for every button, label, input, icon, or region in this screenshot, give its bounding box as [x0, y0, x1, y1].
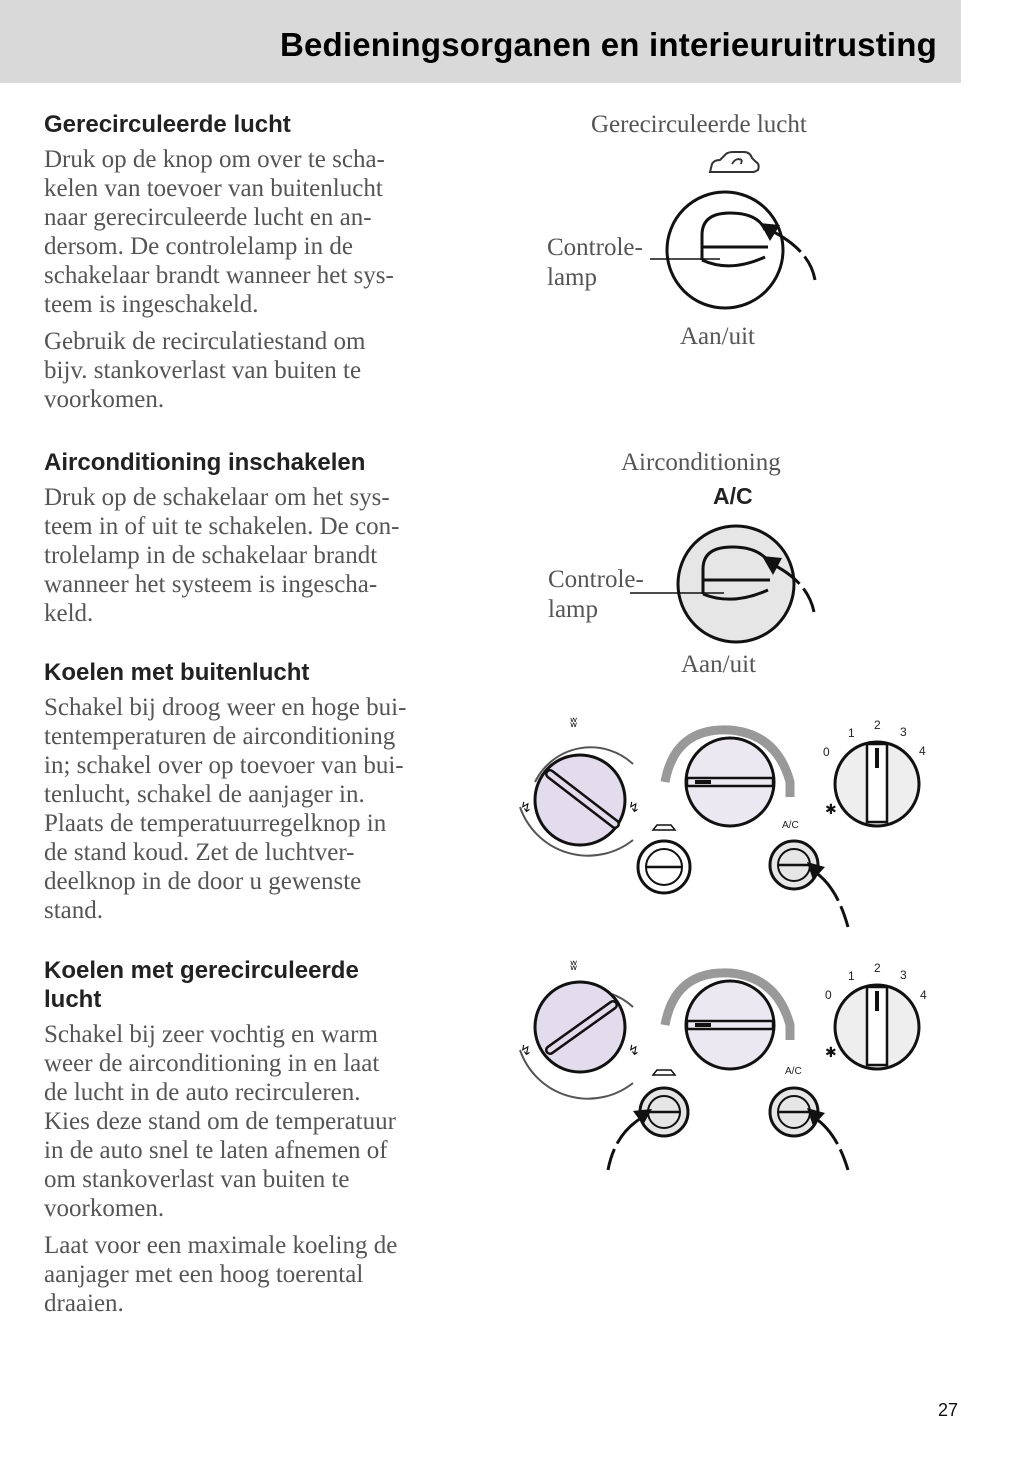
section-cooling-outside-air	[44, 658, 484, 933]
fan-scale-2: 2	[874, 961, 881, 975]
page-number: 27	[938, 1400, 959, 1420]
svg-text:✱: ✱	[825, 1045, 837, 1061]
fan-scale-4: 4	[919, 744, 926, 758]
ac-label: A/C	[782, 820, 799, 831]
paragraph: Laat voor een maximale koeling de aanjager met een hoog toerental draaien.	[44, 1232, 398, 1317]
svg-text:↯: ↯	[628, 1043, 640, 1059]
paragraph: Druk op de knop om over te scha- kelen van toevoer van buitenlucht naar gerecirculeerde lucht en an- dersom. De controlelamp in de schakelaar brandt wanneer het sys- teem is ingeschakeld.	[44, 146, 394, 318]
paragraph: Schakel bij zeer vochtig en warm weer de airconditioning in en laat de lucht in de auto recirculeren. Kies deze stand om de temperatuur in de auto snel te laten afnemen of om stankoverlast van buiten te voorkomen.	[44, 1021, 396, 1222]
fan-scale-0: 0	[825, 988, 832, 1002]
ac-code: A/C	[713, 483, 753, 509]
section-recirculated-air	[44, 110, 484, 422]
section-cooling-recirculated-air	[44, 956, 484, 1326]
lamp-label: Controle- lamp	[548, 566, 644, 623]
fan-scale-1: 1	[848, 969, 855, 983]
onoff-label: Aan/uit	[681, 651, 756, 678]
svg-text:ʬ: ʬ	[570, 958, 578, 974]
fan-scale-3: 3	[900, 725, 907, 739]
fan-scale-0: 0	[823, 745, 830, 759]
fan-scale-4: 4	[920, 988, 927, 1002]
control-panel-outside-air	[515, 712, 935, 932]
svg-text:↯: ↯	[520, 1043, 532, 1059]
svg-text:ʬ: ʬ	[570, 715, 578, 731]
page-title: Bedieningsorganen en interieuruitrusting	[279, 26, 937, 63]
control-panel-recirculated-air	[515, 955, 935, 1175]
car-recirculation-icon	[706, 150, 762, 178]
section-title: Airconditioning inschakelen	[44, 449, 366, 476]
section-title: Koelen met buitenlucht	[44, 659, 310, 686]
header-band	[0, 0, 961, 83]
onoff-label: Aan/uit	[680, 323, 755, 350]
ac-switch	[620, 520, 830, 650]
ac-label: A/C	[785, 1066, 802, 1077]
lamp-label: Controle- lamp	[547, 234, 643, 291]
fan-scale-2: 2	[874, 718, 881, 732]
paragraph: Gebruik de recirculatiestand om bijv. stankoverlast van buiten te voorkomen.	[44, 328, 366, 413]
section-title: Koelen met gerecirculeerde lucht	[44, 957, 359, 1013]
section-title: Gerecirculeerde lucht	[44, 111, 291, 138]
figure-title: Airconditioning	[621, 449, 781, 476]
paragraph: Schakel bij droog weer en hoge bui- tentemperaturen de airconditioning in; schakel over op toevoer van bui- tenlucht, schakel de aanjager in. Plaats de temperatuurregelknop in de stand koud. Zet de luchtver- deelknop in de door u gewenste stand.	[44, 694, 407, 924]
svg-text:↯: ↯	[628, 800, 640, 816]
recirculation-switch	[620, 185, 830, 315]
fan-scale-3: 3	[900, 968, 907, 982]
fan-scale-1: 1	[848, 726, 855, 740]
svg-text:↯: ↯	[520, 800, 532, 816]
svg-text:✱: ✱	[825, 802, 837, 818]
figure-title: Gerecirculeerde lucht	[591, 111, 807, 138]
paragraph: Druk op de schakelaar om het sys- teem in of uit te schakelen. De con- trolelamp in de schakelaar brandt wanneer het systeem is ingescha- keld.	[44, 484, 400, 627]
section-ac-on	[44, 448, 484, 636]
